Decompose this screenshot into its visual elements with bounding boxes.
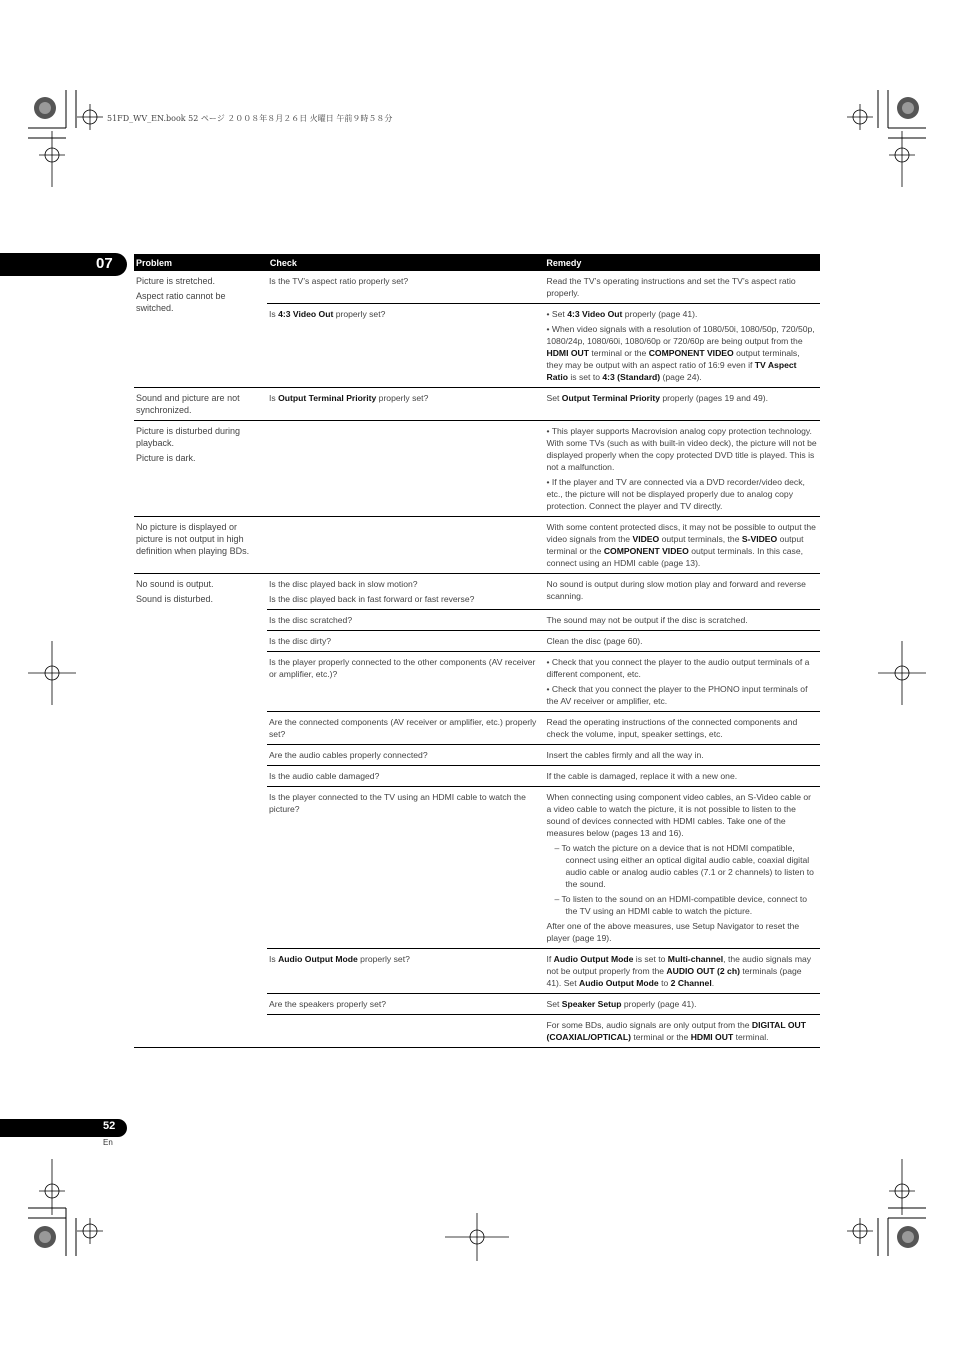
table-row [267,949,820,994]
remedy-cell: If Audio Output Mode is set to Multi-channel, the audio signals may not be output properly from the AUDIO OUT (2 ch) terminals (page 41). Set Audio Output Mode to 2 Channel. [546,954,812,988]
table-row [267,712,820,745]
remedy-cell: No sound is output during slow motion play and forward and reverse scanning. [546,579,806,601]
problem-text: Picture is stretched. [136,276,216,286]
problem-cell: No picture is displayed or picture is not output in high definition when playing BDs. [136,522,250,556]
check-cell: Is the disc scratched? [269,615,353,625]
check-cell: Are the speakers properly set? [269,999,387,1009]
check-cell: Are the audio cables properly connected? [269,750,428,760]
table-row [267,787,820,949]
problem-cell [134,421,267,516]
remedy-cell: When connecting using component video cables, an S-Video cable or a video cable to watch the picture, it is not possible to listen to the sound of devices connected with HDMI cables. Take one of the measures below (pages 13 and 16). – To watch the picture on a device that is not HDMI compatible, connect using either an optical digital audio cable, coaxial digital audio cable or analog audio cables (7.1 or 2 channels) to listen to the sound. – To listen to the sound on an HDMI-compatible device, connect to the TV using an HDMI cable to watch the picture. After one of the above measures, use Setup Navigator to reset the player (page 19). [546,792,814,943]
print-header-line: 51FD_WV_EN.book 52 ページ ２００８年８月２６日 火曜日 午前９時５８分 [107,114,393,123]
remedy-cell: • Check that you connect the player to the audio output terminals of a different component, etc. • Check that you connect the player to the PHONO input terminals of the AV receiver or amplifier, etc. [546,657,810,706]
remedy-cell: The sound may not be output if the disc is scratched. [546,615,748,625]
remedy-cell: Set Speaker Setup properly (page 41). [546,999,697,1009]
table-row [267,610,820,631]
check-cell: Is Audio Output Mode properly set? [269,954,410,964]
remedy-cell: For some BDs, audio signals are only output from the DIGITAL OUT (COAXIAL/OPTICAL) terminal or the HDMI OUT terminal. [546,1020,807,1042]
check-cell: Are the connected components (AV receiver or amplifier, etc.) properly set? [269,717,537,739]
table-row [267,574,820,610]
remedy-cell: Read the operating instructions of the connected components and check the volume, input, speaker settings, etc. [546,717,798,739]
chapter-number: 07 [96,255,113,272]
header-remedy: Remedy [546,257,582,268]
check-cell: Is the TV’s aspect ratio properly set? [269,276,409,286]
remedy-cell: Read the TV’s operating instructions and set the TV’s aspect ratio properly. [546,276,796,298]
table-header [134,254,820,271]
check-cell [267,517,545,573]
check-cell: Is the player properly connected to the other components (AV receiver or amplifier, etc.)? [269,657,536,679]
check-cell: Is 4:3 Video Out properly set? [269,309,386,319]
table-row [267,1015,820,1047]
problem-cell: Sound and picture are not synchronized. [136,393,240,415]
problem-text: Sound is disturbed. [136,594,214,604]
problem-text: No sound is output. [136,579,214,589]
problem-group [134,421,820,517]
problem-cell [134,271,267,387]
table-row [267,421,820,516]
table-row [267,304,820,387]
remedy-cell: Set Output Terminal Priority properly (pages 19 and 49). [546,393,768,403]
header-problem: Problem [136,257,173,268]
problem-group [134,271,820,388]
page-number: 52 [103,1120,116,1132]
remedy-cell: • This player supports Macrovision analog copy protection technology. With some TVs (such as with built-in video deck), the picture will not be displayed properly when the copy protected DVD title is played. This is not a malfunction. • If the player and TV are connected via a DVD recorder/video deck, etc., the picture will not be displayed properly due to analog copy protection. Connect the player and TV directly. [546,426,817,511]
table-row [267,652,820,712]
check-cell: Is the disc dirty? [269,636,332,646]
check-cell [267,421,545,516]
check-cell [267,1015,545,1047]
table-row [267,631,820,652]
table-row [267,745,820,766]
problem-group [134,517,820,574]
table-row [267,517,820,573]
remedy-cell: • Set 4:3 Video Out properly (page 41). • When video signals with a resolution of 1080/50i, 1080/50p, 720/50p, 1080/24p, 1080/60i, 1080/60p or 720/60p are being output from the HDMI OUT terminal or the COMPONENT VIDEO output terminals, they may be output with an aspect ratio of 16:9 even if TV Aspect Ratio is set to 4:3 (Standard) (page 24). [546,309,815,382]
troubleshooting-table [134,254,820,1048]
check-cell: Is the disc played back in slow motion? Is the disc played back in fast forward or fast reverse? [269,579,475,604]
problem-text: Picture is disturbed during playback. [136,426,241,448]
table-row [267,766,820,787]
header-check: Check [269,257,297,268]
remedy-cell: Clean the disc (page 60). [546,636,643,646]
problem-text: Picture is dark. [136,453,196,463]
problem-text: Aspect ratio cannot be switched. [136,291,226,313]
problem-group [134,574,820,1048]
check-cell: Is the player connected to the TV using an HDMI cable to watch the picture? [269,792,526,814]
remedy-cell: With some content protected discs, it may not be possible to output the video signals from the VIDEO output terminals, the S-VIDEO output terminal or the COMPONENT VIDEO output terminals. In this case, connect using an HDMI cable (page 13). [546,522,816,568]
table-row [267,994,820,1015]
page-language: En [103,1138,113,1147]
check-cell: Is the audio cable damaged? [269,771,380,781]
problem-cell [134,574,267,1047]
table-row [267,388,820,411]
problem-group [134,388,820,421]
remedy-cell: If the cable is damaged, replace it with a new one. [546,771,738,781]
table-row [267,271,820,304]
check-cell: Is Output Terminal Priority properly set? [269,393,429,403]
remedy-cell: Insert the cables firmly and all the way in. [546,750,704,760]
